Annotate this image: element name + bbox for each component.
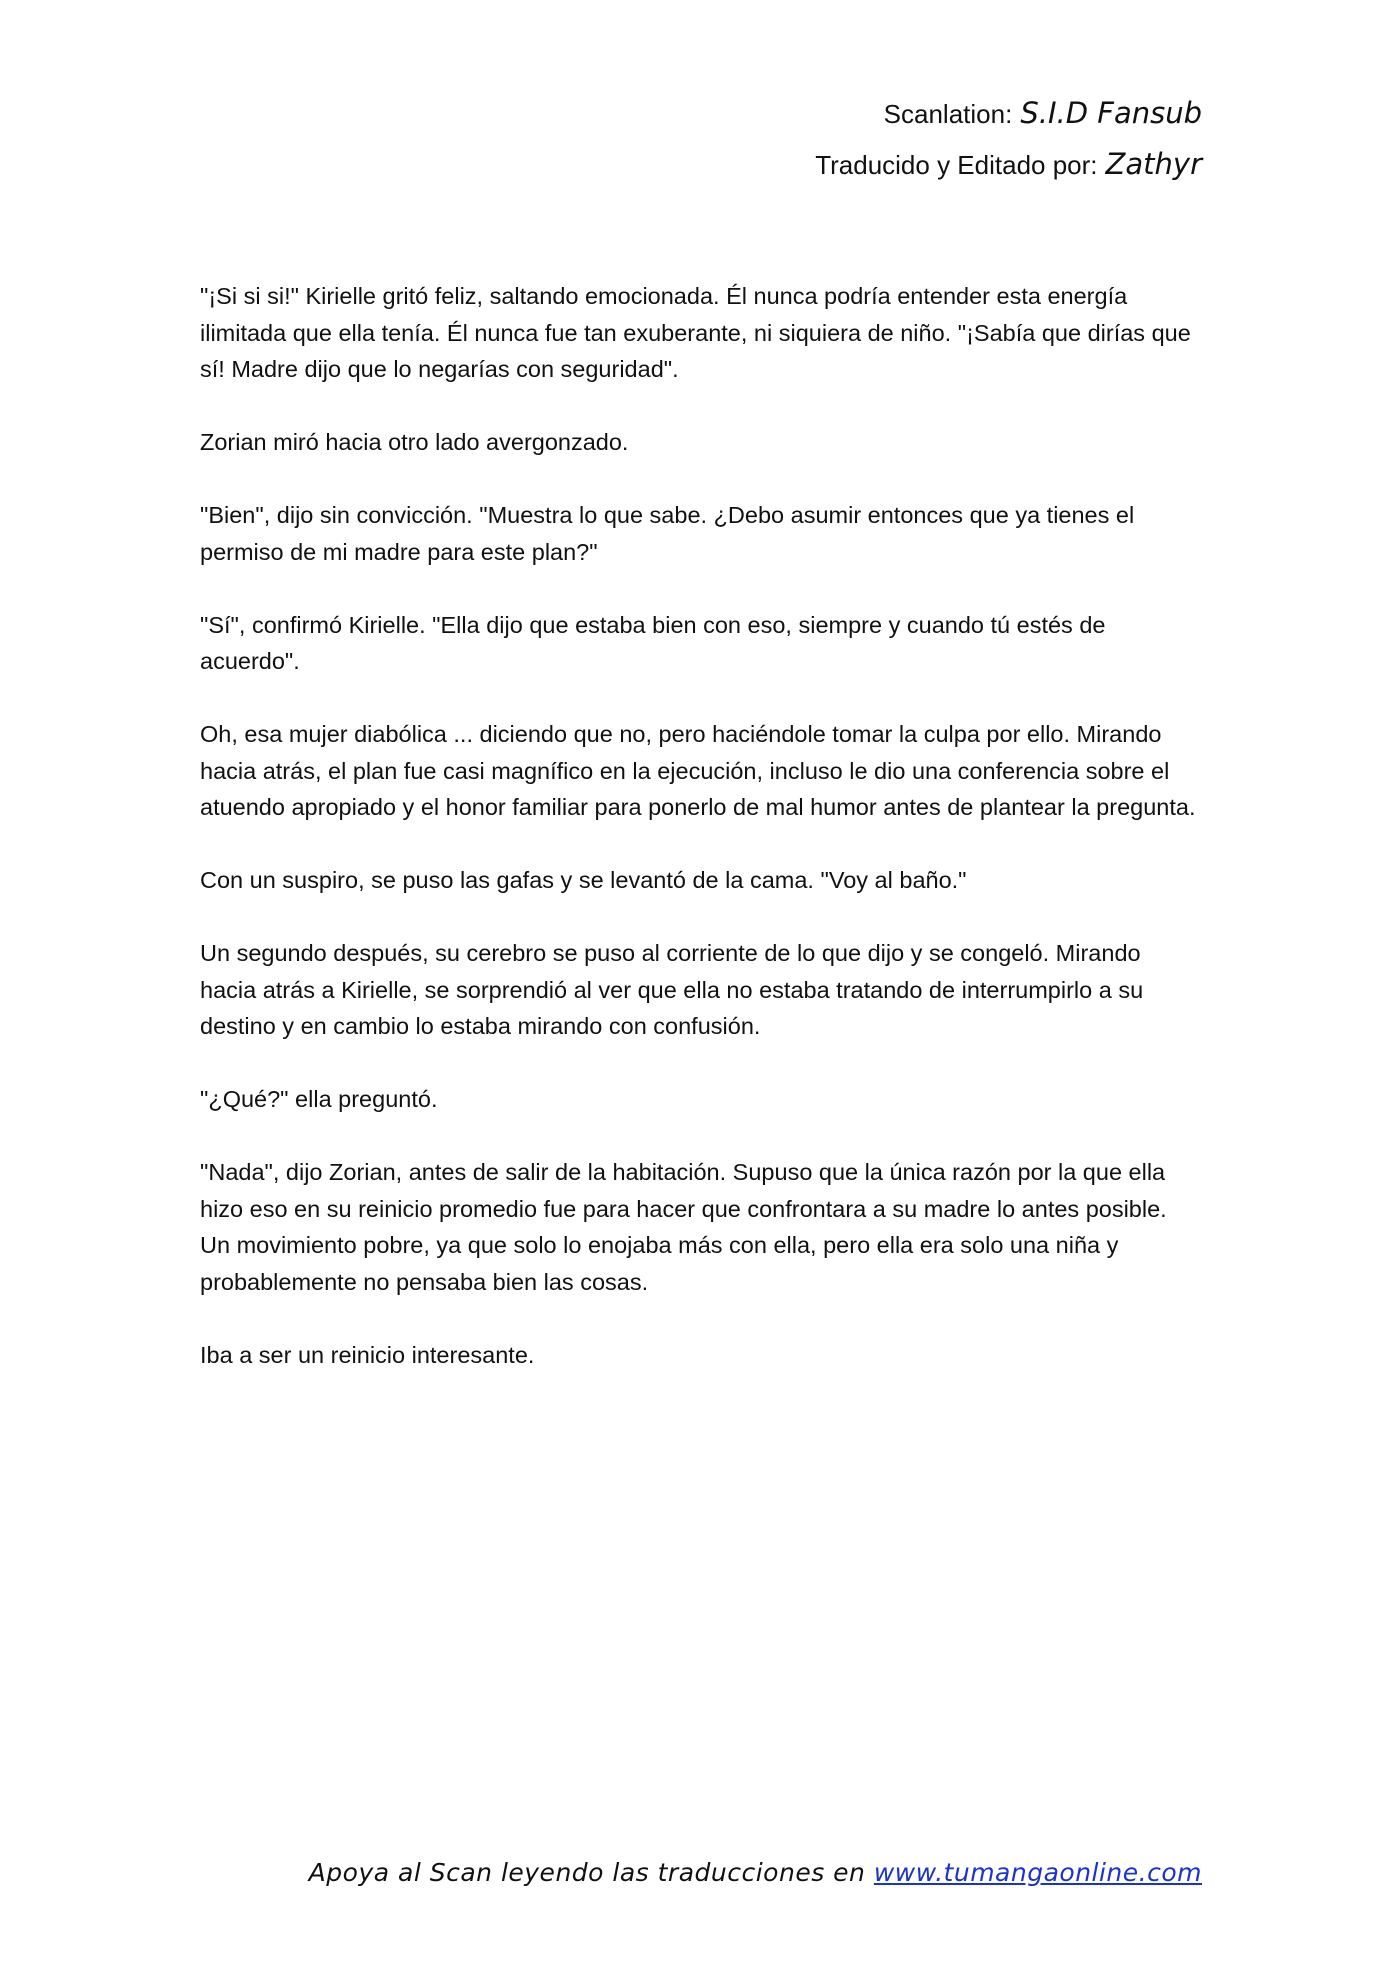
footer-text: Apoya al Scan leyendo las traducciones en (308, 1858, 866, 1887)
paragraph: Con un suspiro, se puso las gafas y se levantó de la cama. "Voy al baño." (200, 867, 967, 893)
paragraph: "¿Qué?" ella preguntó. (200, 1086, 438, 1112)
story-text (200, 278, 1200, 1410)
paragraph: "Bien", dijo sin convicción. "Muestra lo que sabe. ¿Debo asumir entonces que ya tienes el permiso de mi madre para este plan?" (200, 502, 1135, 565)
footer-note (309, 1858, 1202, 1887)
paragraph: "Sí", confirmó Kirielle. "Ella dijo que estaba bien con eso, siempre y cuando tú estés de acuerdo". (200, 611, 1106, 674)
translator-name: Zathyr (1105, 147, 1202, 181)
scanlation-credit (815, 88, 1202, 139)
paragraph: Iba a ser un reinicio interesante. (200, 1341, 535, 1368)
paragraph: "¡Si si si!" Kirielle gritó feliz, saltando emocionada. Él nunca podría entender esta energía ilimitada que ella tenía. Él nunca fue tan exuberante, ni siquiera de niño. "¡Sabía que dirías que sí! Madre dijo que lo negarías con seguridad". (200, 283, 1191, 382)
footer-link[interactable]: www.tumangaonline.com (873, 1858, 1202, 1887)
translator-credit (815, 139, 1202, 190)
scanlation-label: Scanlation: (883, 99, 1013, 129)
paragraph: Un segundo después, su cerebro se puso al corriente de lo que dijo y se congeló. Mirando hacia atrás a Kirielle, se sorprendió al ver que ella no estaba tratando de interrumpirlo a su destino y en cambio lo estaba mirando con confusión. (200, 940, 1144, 1039)
scanlation-group: S.I.D Fansub (1020, 96, 1202, 130)
translator-label: Traducido y Editado por: (815, 150, 1098, 180)
credits-block (815, 88, 1202, 190)
paragraph: Oh, esa mujer diabólica ... diciendo que no, pero haciéndole tomar la culpa por ello. Mirando hacia atrás, el plan fue casi magnífico en la ejecución, incluso le dio una conferencia sobre el atuendo apropiado y el honor familiar para ponerlo de mal humor antes de plantear la pregunta. (200, 721, 1196, 820)
paragraph: Zorian miró hacia otro lado avergonzado. (200, 429, 629, 455)
paragraph: "Nada", dijo Zorian, antes de salir de la habitación. Supuso que la única razón por la que ella hizo eso en su reinicio promedio fue para hacer que confrontara a su madre lo antes posible. Un movimiento pobre, ya que solo lo enojaba más con ella, pero ella era solo una niña y probablemente no pensaba bien las cosas. (200, 1159, 1167, 1295)
